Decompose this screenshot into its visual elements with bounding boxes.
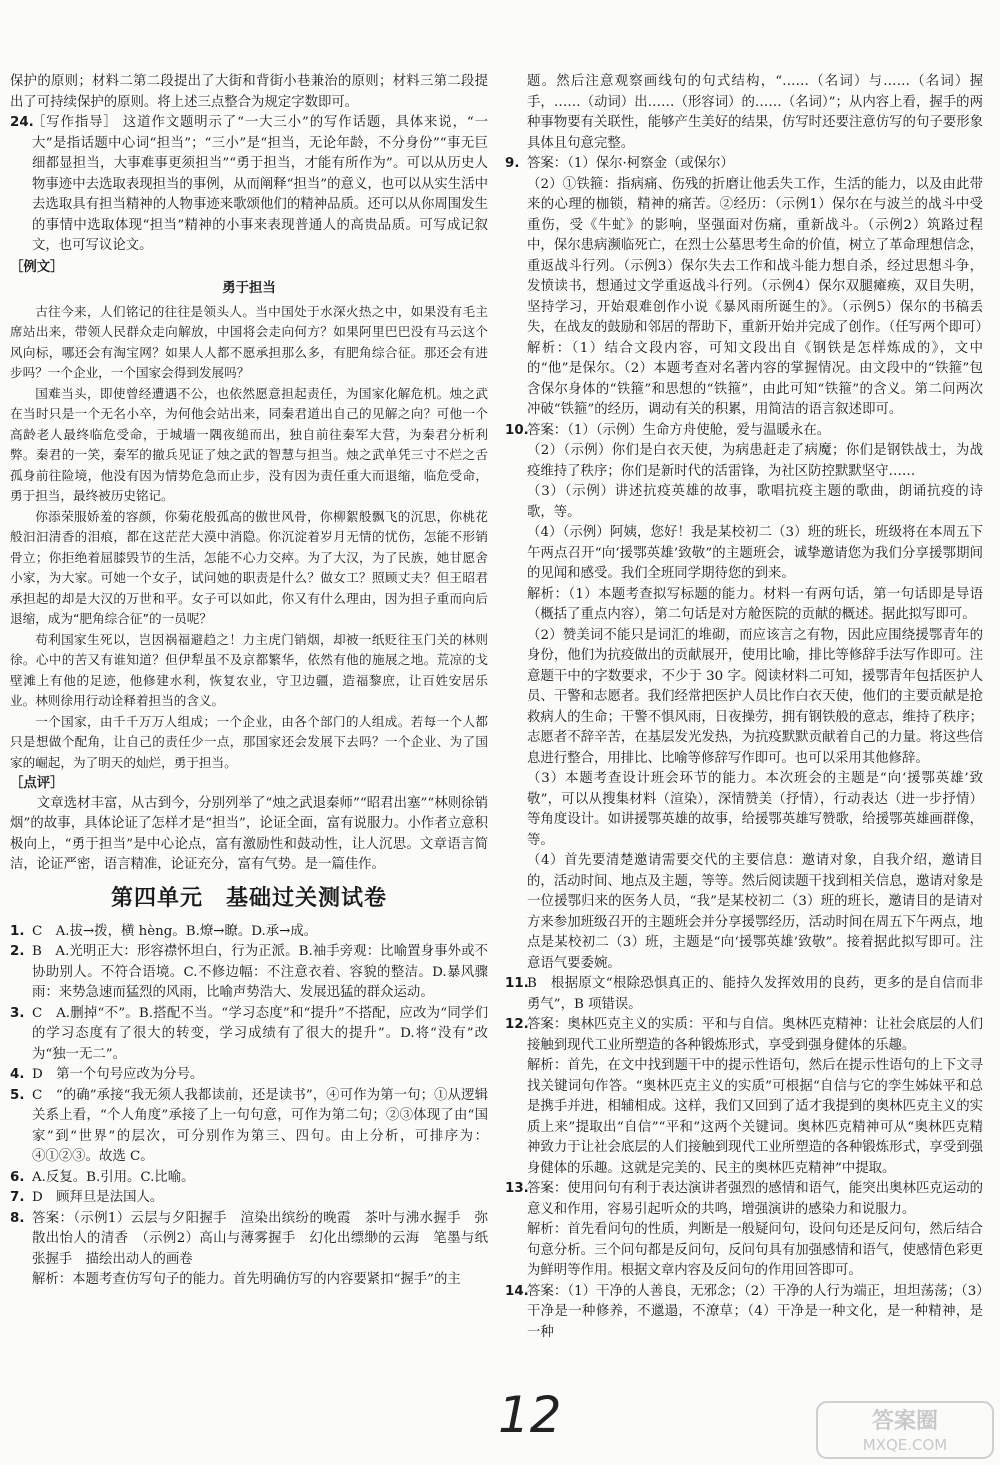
comment-text: 文章选材丰富，从古到今，分别列举了“烛之武退秦师”“昭君出塞”“林则徐销烟”的故事，具体论证了怎样才是“担当”，论证全面，富有说服力。小作者立意积极向上，“勇于担当”是中心论点，富有激励性和鼓动性，让人沉思。文章语言简洁，论证严密，语言精准，论证充分，富有气势。是一篇佳作。 <box>10 795 488 872</box>
answer-line: （4）（示例）阿姨，您好！我是某校初二（3）班的班长，班级将在本周五下午两点召开“向‘援鄂英雄’致敬”的主题班会，诚挚邀请您为我们分享援鄂期间的见闻和感受。我们全班同学期待您的到来。 <box>527 525 983 581</box>
answer-number: 1. <box>10 923 25 939</box>
answer-number: 12. <box>505 1017 529 1032</box>
answer-text: C A.删掉“不”。B.搭配不当。“学习态度”和“提升”不搭配，应改为“同学们的学习态度有了很大的转变，学习成绩有了很大的提升”。D.将“没有”改为“独一无二”。 <box>32 1005 488 1062</box>
answer-number: 7. <box>10 1190 25 1205</box>
answer-item <box>10 1004 488 1066</box>
answer-text: 答案：（示例1）云层与夕阳握手 渲染出缤纷的晚霞 茶叶与沸水握手 弥散出怡人的清香 （示例2）高山与薄雾握手 幻化出缥缈的云海 笔墨与纸张握手 描绘出动人的画卷 <box>32 1210 488 1267</box>
q13-answer <box>505 1179 983 1282</box>
answer-line: 答案：奥林匹克主义的实质：平和与自信。奥林匹克精神：让社会底层的人们接触到现代工业所塑造的各种锻炼形式，享受到强身健体的乐趣。 <box>527 1017 983 1053</box>
answer-item <box>10 922 488 943</box>
answer-number: 4. <box>10 1067 25 1082</box>
answer-line: 解析：（1）结合文段内容，可知文段出自《钢铁是怎样炼成的》，文中的“他”是保尔。（2）本题考查对名著内容的掌握情况。由文段中的“铁箍”包含保尔身体的“铁箍”和思想的“铁箍”，由此可知“铁箍”的含义。第二问两次冲破“铁箍”的经历，调动有关的积累，用简洁的语言叙述即可。 <box>527 340 983 417</box>
answer-line: （4）首先要清楚邀请需要交代的主要信息：邀请对象，自我介绍，邀请目的，活动时间、地点及主题，等等。然后阅读题干找到相关信息，邀请对象是一位援鄂归来的医务人员，“我”是某校初二（3）班的班长，邀请目的是请对方来参加班级召开的主题班会并分享援鄂经历，活动时间在周五下午两点，地点是某校初二（3）班，主题是“向‘援鄂英雄’致敬”。接着据此拟写即可。注意语气要委婉。 <box>527 853 983 971</box>
answer-number: 10. <box>505 422 529 438</box>
answer-line: （2）①铁箍：指病痛、伤残的折磨让他丢失工作，生活的能力，以及由此带来的心理的枷锁，精神的痛苦。②经历：（示例1）保尔在与波兰的战斗中受重伤，受《牛虻》的影响，坚强面对伤痛，重新战斗。（示例2）筑路过程中，保尔患病濒临死亡，在烈士公墓思考生命的价值，树立了革命理想信念，重返战斗行列。（示例3）保尔失去工作和战斗能力想自杀，经过思想斗争，发愤读书，想通过文学重返战斗行列。（示例4）保尔双腿瘫痪，双目失明，坚持学习，开始艰难创作小说《暴风雨所诞生的》。（示例5）保尔的书稿丢失，在战友的鼓励和邻居的帮助下，重新开始并完成了创作。（任写两个即可） <box>527 176 989 335</box>
q24-writing-guide <box>10 113 488 257</box>
essay-paragraph: 国难当头，即使曾经遭遇不公，也依然愿意担起责任，为国家化解危机。烛之武在当时只是一个无名小卒，为何他会站出来，同秦君道出自己的见解之向？可他一个高龄老人最终临危受命，于城墙一隅夜缒而出，独自前往秦军大营，为秦君分析利弊。秦君的一笑，秦军的撤兵见证了烛之武的智慧与担当。烛之武单凭三寸不烂之舌孤身前往险境，他没有因为情势危急而止步，没有因为责任重大而退缩，临危受命，勇于担当，最终被历史铭记。 <box>10 385 488 503</box>
answer-text: D 第一个句号应改为分号。 <box>32 1067 204 1082</box>
answer-item <box>10 1065 488 1086</box>
answer-line: （2）赞美词不能只是词汇的堆砌，而应该言之有物，因此应围绕援鄂青年的身份，他们为抗疫做出的贡献展开，使用比喻，排比等修辞手法写作即可。注意题干中的字数要求，不少于 30 字。阅读材料二可知，援鄂青年包括医护人员、干警和志愿者。我们经常把医护人员比作白衣天使，他们的主要贡献是抢救病人的生命；干警不惧风雨，日夜操劳，拥有钢铁般的意志，维持了秩序；志愿者不辞辛苦，在基层发光发热，为抗疫默默贡献着自己的力量。将这些信息进行整合，用排比、比喻等修辞写作即可。也可以采用其他修辞。 <box>527 627 983 766</box>
answer-text: C A.拔→拨，横 hèng。B.燎→瞭。D.承→成。 <box>32 923 318 939</box>
answer-text: C “的确”承接“我无须人我都读前，还是读书”，④可作为第一句；①从逻辑关系上看，“个人角度”承接了上一句句意，可作为第二句；②③体现了由“国家”到“世界”的层次，可分别作为第三、四句。由上分析，可排序为：④①②③。故选 C。 <box>32 1087 488 1164</box>
answer-number: 11. <box>505 976 529 991</box>
watermark-logo <box>815 1400 995 1460</box>
answer-number: 8. <box>10 1210 25 1226</box>
q24-guide-text: ［写作指导］ 这道作文题明示了“一大三小”的写作话题，具体来说，“一大”是指话题中心词“担当”；“三小”是“担当，无论年龄，不分身份”“事无巨细都显担当，大事难事更须担当”“勇于担当，才能有所作为”。可以从历史人物事迹中去选取表现担当的事例，从而阐释“担当”的意义，也可以从实生活中去选取具有担当精神的人物事迹来歌颂他们的精神品质。还可以从你周围发生的事情中选取体现“担当”精神的小事来表现普通人的高贵品质。可写成记叙文，也可写议论文。 <box>32 115 488 253</box>
answer-item <box>10 1209 488 1271</box>
answer-line: 答案：（1）干净的人善良，无邪念；（2）干净的人行为端正，坦坦荡荡；（3）干净是一种修养，不邋遢，不潦草；（4）干净是一种文化，是一种精神，是一种 <box>527 1283 983 1340</box>
answer-line: 解析：首先，在文中找到题干中的提示性语句，然后在提示性语句的上下文寻找关键词句作答。“奥林匹克主义的实质”可根据“自信与它的孪生姊妹平和总是携手并进，相辅相成。这样，我们又回到了适才我提到的奥林匹克主义的实质上来”提取出“自信”“平和”这两个关键词。奥林匹克精神可从“奥林匹克精神致力于让社会底层的人们接触到现代工业所塑造的各种锻炼形式，享受到强身健体的乐趣。这就是完美的、民主的奥林匹克精神”中提取。 <box>527 1058 983 1176</box>
left-column <box>10 72 488 1291</box>
answer-item <box>10 1086 488 1168</box>
example-label: ［例文］ <box>10 258 64 275</box>
answer-number: 3. <box>10 1005 25 1021</box>
q12-answer <box>505 1015 983 1179</box>
answer-number: 9. <box>505 156 520 171</box>
q14-answer <box>505 1282 983 1344</box>
answer-text: B A.光明正大：形容襟怀坦白，行为正派。B.袖手旁观：比喻置身事外或不协助别人。不符合语境。C.不修边幅：不注意衣着、容貌的整洁。D.暴风骤雨：来势急速而猛烈的风雨，比喻声势浩大、发展迅猛的群众运动。 <box>32 944 488 1000</box>
q9-answer <box>505 154 989 421</box>
answer-line: 答案：（1）保尔·柯察金（或保尔） <box>527 156 734 171</box>
answer-number: 6. <box>10 1169 25 1185</box>
comment-label: ［点评］ <box>10 775 64 791</box>
q24-number: 24. <box>10 115 34 130</box>
page-number: 12 <box>498 1386 562 1444</box>
answer-item <box>10 942 488 1004</box>
q11-answer <box>505 974 983 1015</box>
q10-answer <box>505 421 983 975</box>
svg-text:MXQE.COM: MXQE.COM <box>862 1436 948 1454</box>
essay-paragraph: 苟利国家生死以，岂因祸福避趋之！力主虎门销烟，却被一纸贬往玉门关的林则徐。心中的苦又有谁知道？但伊犁虽不及京都繁华，依然有他的施展之地。荒凉的戈壁滩上有他的足迹，他修建水利，恢复农业，守卫边疆，造福黎庶，让百姓安居乐业。林则徐用行动诠释着担当的含义。 <box>10 631 488 708</box>
answer-line: 答案：使用问句有利于表达演讲者强烈的感情和语气，能突出奥林匹克运动的意义和作用，容易引起听众的共鸣，增强演讲的感染力和说服力。 <box>527 1181 983 1217</box>
answer-line: B 根据原文“根除恐惧真正的、能持久发挥效用的良药，更多的是自信而非勇气”，B 项错误。 <box>527 976 983 1012</box>
svg-text:答案圈: 答案圈 <box>871 1409 939 1434</box>
answer-number: 5. <box>10 1087 25 1103</box>
essay-paragraph: 一个国家，由千千万万人组成；一个企业，由各个部门的人组成。若每一个人都只是想做个配角，让自己的责任少一点，那国家还会发展下去吗？一个企业、为了国家的崛起，为了明天的灿烂，勇于担当。 <box>10 713 488 770</box>
answer-item <box>10 1270 488 1291</box>
answer-line: 答案：（1）（示例）生命方舟使舱，爱与温暖永在。 <box>527 422 831 438</box>
answer-number: 14. <box>505 1283 529 1299</box>
answer-text: D 顾拜旦是法国人。 <box>32 1190 164 1205</box>
answer-number: 13. <box>505 1181 529 1196</box>
answer-line: （3）本题考查设计班会环节的能力。本次班会的主题是“向‘援鄂英雄’致敬”，可以从搜集材料（渲染），深情赞美（抒情），行动表达（进一步抒情）等角度设计。如讲援鄂英雄的故事，给援鄂英雄写赞歌，给援鄂英雄画群像，等。 <box>527 771 983 848</box>
answer-number: 2. <box>10 944 25 959</box>
right-column <box>505 72 989 1343</box>
answer-item <box>10 1188 488 1209</box>
unit-heading: 第四单元 基础过关测试卷 <box>110 885 387 911</box>
answer-line: 解析：首先看问句的性质，判断是一般疑问句，设问句还是反问句，然后结合句意分析。三个问句都是反问句，反问句具有加强感情和语气，使感情色彩更为鲜明等作用。根据文章内容及反问句的作用回答即可。 <box>527 1222 983 1278</box>
answer-line: 解析：（1）本题考查拟写标题的能力。材料一有两句话，第一句话即是导语（概括了重点内容），第二句话是对方舱医院的贡献的概述。据此拟写即可。 <box>527 586 983 622</box>
q23-continuation: 保护的原则；材料二第二段提出了大街和背街小巷兼治的原则；材料三第二段提出了可持续保护的原则。将上述三点整合为规定字数即可。 <box>10 74 488 110</box>
answer-text: A.反复。B.引用。C.比喻。 <box>32 1169 195 1185</box>
answer-item <box>10 1168 488 1189</box>
essay-paragraph: 古往今来，人们铭记的往往是领头人。当中国处于水深火热之中，如果没有毛主席站出来，带领人民群众走向解放，中国将会走向何方？如果阿里巴巴没有马云这个风向标，哪还会有淘宝网？如果人人都不愿承担那么多，有肥角综合征。那还会有进步吗？一个企业，一个国家会得到发展吗？ <box>10 303 488 380</box>
answer-line: （3）（示例）讲述抗疫英雄的故事，歌唱抗疫主题的歌曲，朗诵抗疫的诗歌，等。 <box>527 484 983 520</box>
q8-continuation: 题。然后注意观察画线句的句式结构，“……（名词）与……（名词）握手，……（动词）出……（形容词）的……（名词）”；从内容上看，握手的两种事物要有关联性，能够产生美好的结果，仿写时还要注意仿写的句子要形象具体且句意完整。 <box>527 74 983 151</box>
answer-text: 解析：本题考查仿写句子的能力。首先明确仿写的内容要紧扣“握手”的主 <box>32 1272 461 1287</box>
essay-title: 勇于担当 <box>222 281 276 296</box>
essay-paragraph: 你添荣服娇羞的容颜，你菊花般孤高的傲世风骨，你柳絮般飘飞的沉思，你桃花般汩汩清香的泪痕，都在这茫茫大漠中消隐。你沉淀着岁月无情的忧伤，怎能不形销骨立；你拒绝着屈膝毁节的生活，怎能不心力交瘁。为了大汉，为了民族，她甘愿舍小家，为大家。可她一个女子，试问她的职责是什么？做女工？照顾丈夫？但王昭君承担起的却是大汉的万世和平。女子可以如此，你又有什么理由，因为担子重而向后退缩，成为“肥角综合征”的一员呢？ <box>10 508 488 626</box>
answer-line: （2）（示例）你们是白衣天使，为病患赶走了病魔；你们是钢铁战士，为战疫维持了秩序；你们是新时代的活雷锋，为社区防控默默坚守…… <box>527 443 983 479</box>
